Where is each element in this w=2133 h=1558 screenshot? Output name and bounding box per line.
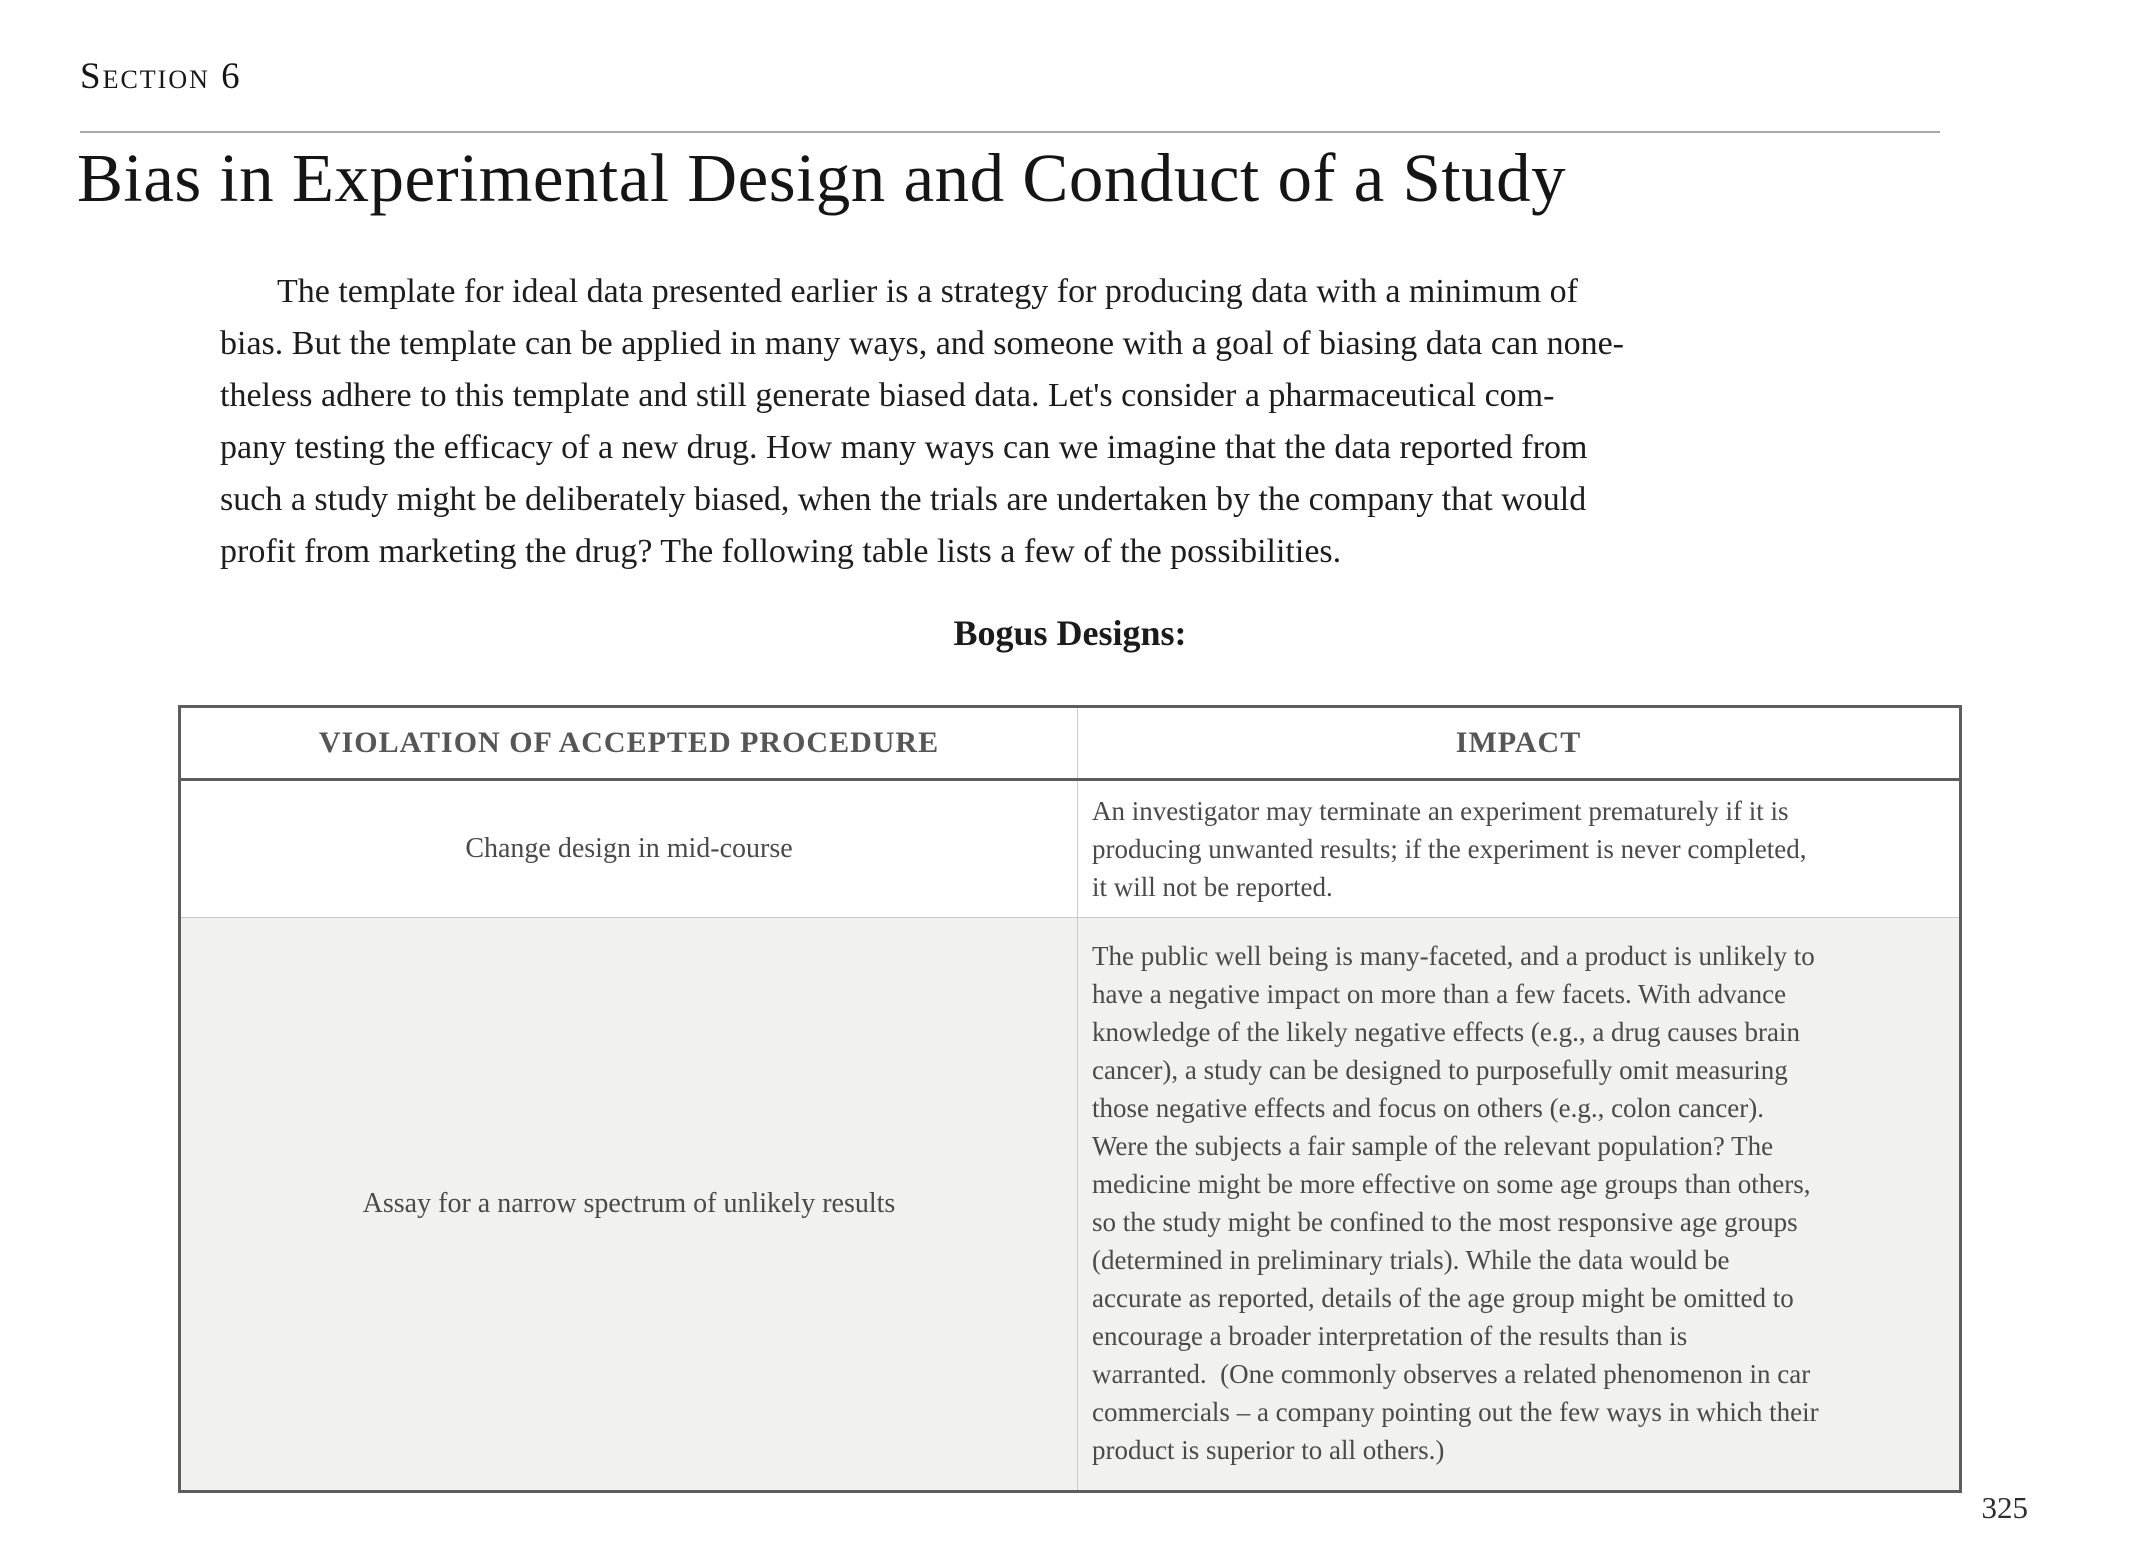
text-line: An investigator may terminate an experiment prematurely if it is (1092, 796, 1789, 826)
section-kicker: Section 6 (80, 56, 242, 97)
page-number: 325 (1981, 1490, 2028, 1525)
text-line: so the study might be confined to the most responsive age groups (1092, 1207, 1798, 1237)
text-line: accurate as reported, details of the age group might be omitted to (1092, 1283, 1794, 1313)
table-header-row (181, 708, 1959, 781)
text-line: commercials – a company pointing out the few ways in which their (1092, 1397, 1819, 1427)
text-line: profit from marketing the drug? The following table lists a few of the possibilities. (220, 533, 1342, 570)
text-line: theless adhere to this template and still generate biased data. Let's consider a pharmaceutical com- (220, 377, 1555, 414)
text-line: those negative effects and focus on others (e.g., colon cancer). (1092, 1093, 1764, 1123)
intro-paragraph (220, 266, 1624, 578)
text-line: product is superior to all others.) (1092, 1435, 1445, 1465)
impact-cell (1078, 781, 1959, 917)
text-line: producing unwanted results; if the experiment is never completed, (1092, 834, 1807, 864)
table-row (181, 781, 1959, 918)
table-row (181, 918, 1959, 1490)
impact-cell (1078, 918, 1959, 1490)
text-line: Were the subjects a fair sample of the relevant population? The (1092, 1131, 1774, 1161)
violation-cell: Change design in mid-course (181, 781, 1078, 917)
text-line: such a study might be deliberately biased, when the trials are undertaken by the company that would (220, 481, 1587, 518)
bogus-designs-table (178, 705, 1962, 1493)
text-line: (determined in preliminary trials). While the data would be (1092, 1245, 1730, 1275)
text-line: warranted. (One commonly observes a related phenomenon in car (1092, 1359, 1811, 1389)
header-rule (80, 131, 1940, 133)
text-line: The public well being is many-faceted, and a product is unlikely to (1092, 941, 1815, 971)
text-line: The template for ideal data presented earlier is a strategy for producing data with a minimum of (277, 273, 1578, 310)
text-line: encourage a broader interpretation of the results than is (1092, 1321, 1688, 1351)
page-title: Bias in Experimental Design and Conduct of a Study (77, 140, 1567, 216)
text-line: it will not be reported. (1092, 872, 1333, 902)
column-header-violation: VIOLATION OF ACCEPTED PROCEDURE (181, 708, 1078, 778)
text-line: pany testing the efficacy of a new drug. How many ways can we imagine that the data reported from (220, 429, 1588, 466)
text-line: cancer), a study can be designed to purposefully omit measuring (1092, 1055, 1788, 1085)
table-title: Bogus Designs: (953, 613, 1187, 653)
text-line: have a negative impact on more than a few facets. With advance (1092, 979, 1787, 1009)
column-header-impact: IMPACT (1455, 726, 1582, 759)
violation-cell: Assay for a narrow spectrum of unlikely results (181, 918, 1078, 1490)
text-line: bias. But the template can be applied in many ways, and someone with a goal of biasing data can none- (220, 325, 1624, 362)
text-line: knowledge of the likely negative effects (e.g., a drug causes brain (1092, 1017, 1800, 1047)
text-line: medicine might be more effective on some age groups than others, (1092, 1169, 1811, 1199)
